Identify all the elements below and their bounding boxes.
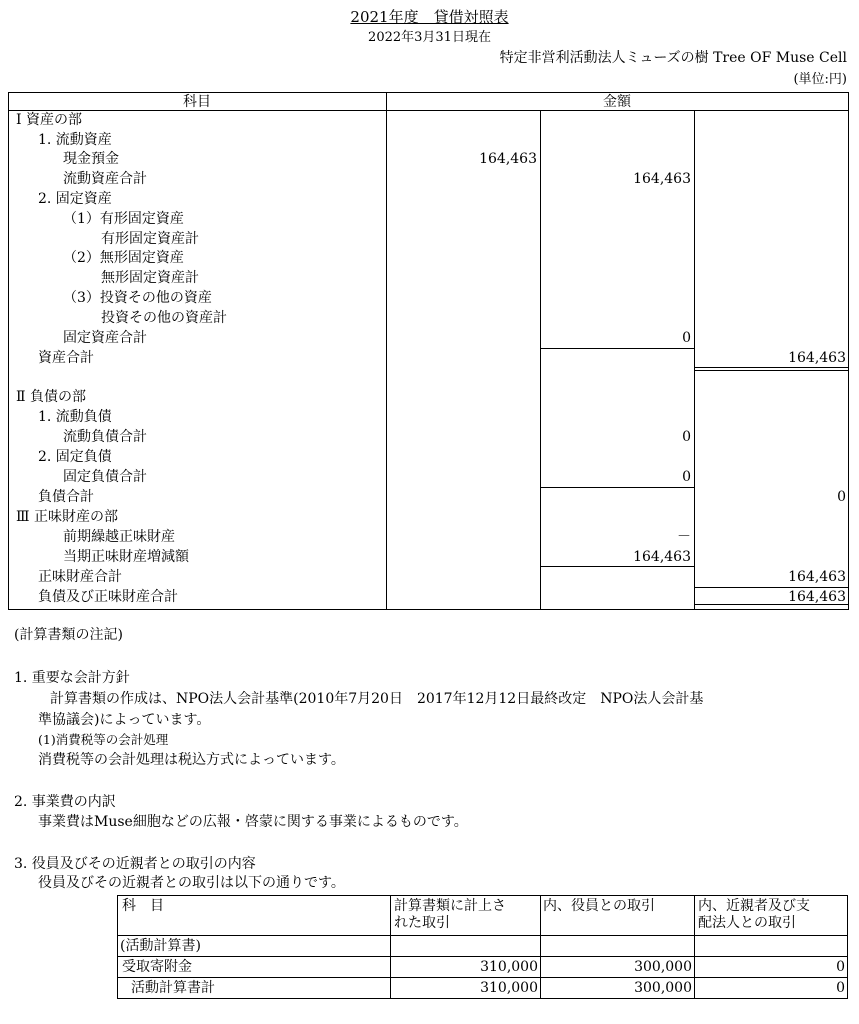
bs-row-label: Ⅰ 資産の部 xyxy=(16,112,82,128)
transactions-table xyxy=(117,895,848,999)
bs-row-label: （2）無形固定資産 xyxy=(63,250,184,266)
bs-header-amount: 金額 xyxy=(603,94,631,110)
bs-row-label: （1）有形固定資産 xyxy=(63,211,184,227)
tx-row-label: (活動計算書) xyxy=(120,938,201,954)
bs-row-label: （3）投資その他の資産 xyxy=(63,290,212,306)
bs-row-label: 流動負債合計 xyxy=(63,429,147,445)
tx-header-relatives: 配法人との取引 xyxy=(698,915,796,931)
note-1-line: 計算書類の作成は、NPO法人会計基準(2010年7月20日 2017年12月12日最終改定 NPO法人会計基 xyxy=(50,691,704,707)
organization-name: 特定非営利活動法人ミューズの樹 Tree OF Muse Cell xyxy=(499,50,847,66)
bs-row-label: 当期正味財産増減額 xyxy=(63,549,189,565)
bs-row-label: 固定負債合計 xyxy=(63,469,147,485)
bs-row-label: 無形固定資産計 xyxy=(101,270,199,286)
tx-header-recorded: れた取引 xyxy=(394,915,450,931)
note-1-title: 1. 重要な会計方針 xyxy=(14,670,130,686)
note-1-line: 準協議会)によっています。 xyxy=(38,712,211,728)
bs-row-label: 固定資産合計 xyxy=(63,330,147,346)
bs-amount: 164,463 xyxy=(479,151,537,167)
bs-amount: 0 xyxy=(682,469,691,485)
bs-row-label: 正味財産合計 xyxy=(38,569,122,585)
bs-amount: 164,463 xyxy=(633,171,691,187)
tx-amount: 310,000 xyxy=(480,980,538,996)
tx-header-relatives: 内、近親者及び支 xyxy=(698,898,810,914)
bs-amount: 0 xyxy=(682,330,691,346)
bs-amount: 164,463 xyxy=(788,569,846,585)
note-2-title: 2. 事業費の内訳 xyxy=(14,794,116,810)
bs-amount: 164,463 xyxy=(788,350,846,366)
bs-row-label: 1. 流動資産 xyxy=(38,132,112,148)
bs-amount: － xyxy=(677,529,691,545)
tx-amount: 0 xyxy=(836,959,845,975)
bs-header-item: 科目 xyxy=(183,94,211,110)
tx-amount: 0 xyxy=(836,980,845,996)
tx-header-officers: 内、役員との取引 xyxy=(543,898,655,914)
bs-row-label: 有形固定資産計 xyxy=(101,231,199,247)
note-3-line: 役員及びその近親者との取引は以下の通りです。 xyxy=(38,875,345,891)
bs-amount: 164,463 xyxy=(633,549,691,565)
note-3-title: 3. 役員及びその近親者との取引の内容 xyxy=(14,856,256,872)
bs-row-label: 2. 固定資産 xyxy=(38,191,112,207)
bs-row-label: 投資その他の資産計 xyxy=(101,310,227,326)
notes-heading: (計算書類の注記) xyxy=(14,627,123,643)
bs-row-label: Ⅲ 正味財産の部 xyxy=(16,509,118,525)
bs-row-label: 資産合計 xyxy=(38,350,94,366)
unit-label: (単位:円) xyxy=(793,72,847,87)
tx-header-recorded: 計算書類に計上さ xyxy=(394,898,506,914)
note-2-line: 事業費はMuse細胞などの広報・啓蒙に関する事業によるものです。 xyxy=(38,814,468,830)
bs-row-label: 負債及び正味財産合計 xyxy=(38,589,178,605)
bs-row-label: 現金預金 xyxy=(63,151,119,167)
tx-row-label: 受取寄附金 xyxy=(122,959,192,975)
bs-row-label: 流動資産合計 xyxy=(63,171,147,187)
document-title: 2021年度 貸借対照表 xyxy=(350,8,509,26)
bs-amount: 0 xyxy=(682,429,691,445)
document-date: 2022年3月31日現在 xyxy=(368,30,491,45)
note-1-line: (1)消費税等の会計処理 xyxy=(38,732,169,747)
bs-row-label: 2. 固定負債 xyxy=(38,449,112,465)
bs-amount: 164,463 xyxy=(788,589,846,605)
note-1-line: 消費税等の会計処理は税込方式によっています。 xyxy=(38,752,345,768)
tx-row-label: 活動計算書計 xyxy=(131,980,215,996)
bs-row-label: Ⅱ 負債の部 xyxy=(16,389,86,405)
tx-amount: 300,000 xyxy=(634,959,692,975)
tx-amount: 300,000 xyxy=(634,980,692,996)
bs-row-label: 1. 流動負債 xyxy=(38,409,112,425)
bs-row-label: 負債合計 xyxy=(38,489,94,505)
bs-row-label: 前期繰越正味財産 xyxy=(63,529,175,545)
tx-header-item: 科 目 xyxy=(122,898,164,914)
tx-amount: 310,000 xyxy=(480,959,538,975)
bs-amount: 0 xyxy=(837,489,846,505)
